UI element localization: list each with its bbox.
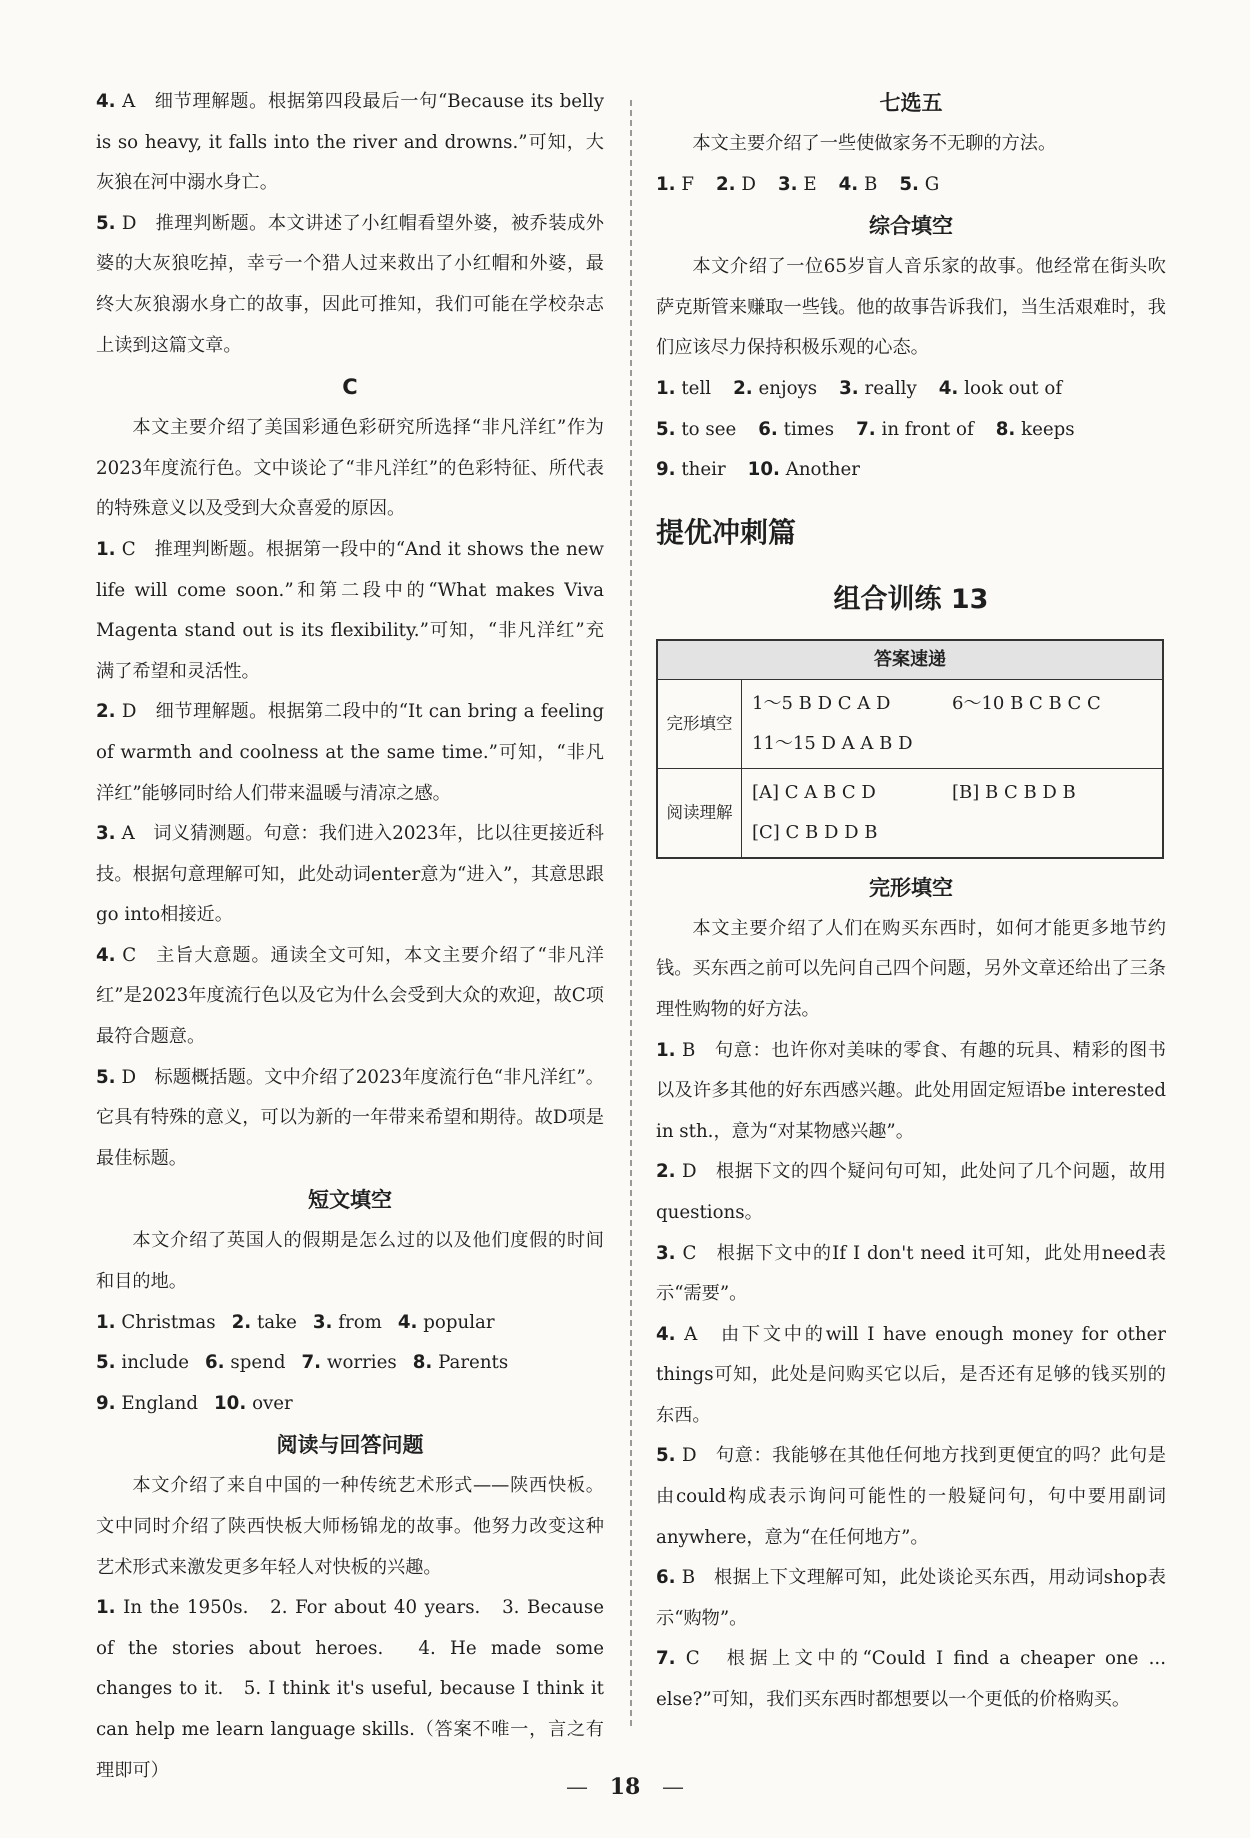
section-intro: 本文介绍了英国人的假期是怎么过的以及他们度假的时间和目的地。 bbox=[96, 1230, 604, 1293]
table-header: 答案速递 bbox=[657, 640, 1163, 680]
answer-item: 1. B 句意：也许你对美味的零食、有趣的玩具、精彩的图书以及许多其他的好东西感兴趣。此处用固定短语be interested in sth.，意为“对某物感兴趣”。 bbox=[656, 1039, 1166, 1142]
row-values: 1～5 B D C A D 6～10 B C B C C 11～15 D A A B D bbox=[742, 679, 1164, 768]
answer-entry: 4. B bbox=[838, 173, 878, 195]
seven-five-answers bbox=[656, 165, 1166, 206]
section-heading-qa: 阅读与回答问题 bbox=[276, 1433, 424, 1458]
answer-entry: 8. Parents bbox=[412, 1352, 509, 1374]
answer-item: 6. B 根据上下文理解可知，此处谈论买东西，用动词shop表示“购物”。 bbox=[656, 1567, 1166, 1629]
answer-entry: 6. spend bbox=[205, 1352, 286, 1374]
answer-entry: 3. from bbox=[312, 1311, 382, 1333]
qa-answers: 1. In the 1950s. 2. For about 40 years. 3. Because of the stories about heroes. 4. He made some changes to it. 5. I think it's useful, because I think it can help me learn language skills.（答案不唯一，言之有理即可） bbox=[96, 1597, 604, 1781]
row-label: 阅读理解 bbox=[657, 768, 742, 858]
answer-entry: 1. tell bbox=[656, 377, 712, 399]
answer-entry: 1. F bbox=[656, 173, 694, 195]
answer-entry: 2. enjoys bbox=[733, 377, 818, 399]
table-row bbox=[657, 679, 1163, 768]
answer-entry: 3. really bbox=[839, 377, 917, 399]
answer-entry: 2. D bbox=[716, 173, 756, 195]
answer-entry: 3. E bbox=[777, 173, 817, 195]
answer-item: 5. D 标题概括题。文中介绍了2023年度流行色“非凡洋红”。它具有特殊的意义，可以为新的一年带来希望和期待。故D项是最佳标题。 bbox=[96, 1066, 604, 1169]
column-divider bbox=[630, 100, 632, 1726]
answer-entry: 10. Another bbox=[747, 459, 860, 481]
comprehensive-answers bbox=[656, 369, 1166, 491]
section-heading-c: C bbox=[342, 375, 358, 400]
section-heading-cloze: 完形填空 bbox=[869, 875, 953, 900]
section-intro: 本文介绍了来自中国的一种传统艺术形式——陕西快板。文中同时介绍了陕西快板大师杨锦龙的故事。他努力改变这种艺术形式来激发更多年轻人对快板的兴趣。 bbox=[96, 1475, 604, 1578]
answer-entry: 7. worries bbox=[301, 1352, 397, 1374]
answer-item: 4. C 主旨大意题。通读全文可知，本文主要介绍了“非凡洋红”是2023年度流行色以及它为什么会受到大众的欢迎，故C项最符合题意。 bbox=[96, 944, 604, 1048]
section-heading-seven-five: 七选五 bbox=[879, 91, 943, 115]
left-column bbox=[96, 82, 604, 1791]
answer-entry: 10. over bbox=[214, 1392, 293, 1414]
row-label: 完形填空 bbox=[657, 679, 742, 768]
table-row bbox=[657, 768, 1163, 858]
section-heading-comprehensive: 综合填空 bbox=[869, 214, 953, 239]
answer-entry: 4. popular bbox=[397, 1311, 495, 1333]
answer-item: 2. D 根据下文的四个疑问句可知，此处问了几个问题，故用questions。 bbox=[656, 1161, 1166, 1223]
answer-entry: 1. Christmas bbox=[96, 1311, 216, 1333]
section-intro: 本文介绍了一位65岁盲人音乐家的故事。他经常在街头吹萨克斯管来赚取一些钱。他的故事告诉我们，当生活艰难时，我们应该尽力保持积极乐观的心态。 bbox=[656, 256, 1166, 359]
section-heading-short-fill: 短文填空 bbox=[308, 1188, 392, 1213]
answer-entry: 5. include bbox=[96, 1352, 190, 1374]
short-fill-answers bbox=[96, 1303, 604, 1425]
part-title: 提优冲刺篇 bbox=[656, 515, 797, 549]
answer-entry: 9. their bbox=[656, 459, 726, 481]
answer-item: 3. C 根据下文中的If I don't need it可知，此处用need表示“需要”。 bbox=[656, 1242, 1166, 1305]
answer-item: 7. C 根据上文中的“Could I find a cheaper one ... else?”可知，我们买东西时都想要以一个更低的价格购买。 bbox=[656, 1648, 1166, 1711]
answer-entry: 2. take bbox=[231, 1311, 297, 1333]
section-intro: 本文主要介绍了一些使做家务不无聊的方法。 bbox=[692, 133, 1057, 154]
answer-item: 4. A 细节理解题。根据第四段最后一句“Because its belly is so heavy, it falls into the river and drowns.”可知，大灰狼在河中溺水身亡。 bbox=[96, 91, 604, 194]
answer-entry: 6. times bbox=[758, 418, 835, 440]
answer-entry: 5. to see bbox=[656, 418, 737, 440]
answer-item: 1. C 推理判断题。根据第一段中的“And it shows the new life will come soon.”和第二段中的“What makes Viva Magenta stand out is its flexibility.”可知，“非凡洋红”充满了希望和灵活性。 bbox=[96, 538, 604, 682]
answer-entry: 8. keeps bbox=[995, 418, 1075, 440]
answer-entry: 4. look out of bbox=[938, 377, 1063, 399]
right-column bbox=[656, 82, 1166, 1721]
answer-entry: 5. G bbox=[899, 173, 940, 195]
section-intro: 本文主要介绍了美国彩通色彩研究所选择“非凡洋红”作为2023年度流行色。文中谈论了“非凡洋红”的色彩特征、所代表的特殊意义以及受到大众喜爱的原因。 bbox=[96, 417, 604, 520]
row-values: [A] C A B C D [B] B C B D B [C] C B D D B bbox=[742, 768, 1164, 858]
section-intro: 本文主要介绍了人们在购买东西时，如何才能更多地节约钱。买东西之前可以先问自己四个问题，另外文章还给出了三条理性购物的好方法。 bbox=[656, 917, 1166, 1020]
unit-title: 组合训练 13 bbox=[833, 583, 989, 615]
answer-item: 5. D 推理判断题。本文讲述了小红帽看望外婆，被乔装成外婆的大灰狼吃掉，幸亏一个猎人过来救出了小红帽和外婆，最终大灰狼溺水身亡的故事，因此可推知，我们可能在学校杂志上读到这篇文章。 bbox=[96, 212, 604, 356]
answer-entry: 7. in front of bbox=[856, 418, 974, 440]
answer-item: 5. D 句意：我能够在其他任何地方找到更便宜的吗？此句是由could构成表示询问可能性的一般疑问句，句中要用副词anywhere，意为“在任何地方”。 bbox=[656, 1445, 1166, 1548]
answer-key-table bbox=[656, 639, 1164, 859]
answer-item: 4. A 由下文中的will I have enough money for other things可知，此处是问购买它以后，是否还有足够的钱买别的东西。 bbox=[656, 1323, 1166, 1426]
page-number: — 18 — bbox=[566, 1774, 684, 1800]
answer-entry: 9. England bbox=[96, 1392, 199, 1414]
answer-item: 2. D 细节理解题。根据第二段中的“It can bring a feeling of warmth and coolness at the same time.”可知，“非凡洋红”能够同时给人们带来温暖与清凉之感。 bbox=[96, 701, 604, 804]
answer-item: 3. A 词义猜测题。句意：我们进入2023年，比以往更接近科技。根据句意理解可知，此处动词enter意为“进入”，其意思跟go into相接近。 bbox=[96, 823, 604, 926]
